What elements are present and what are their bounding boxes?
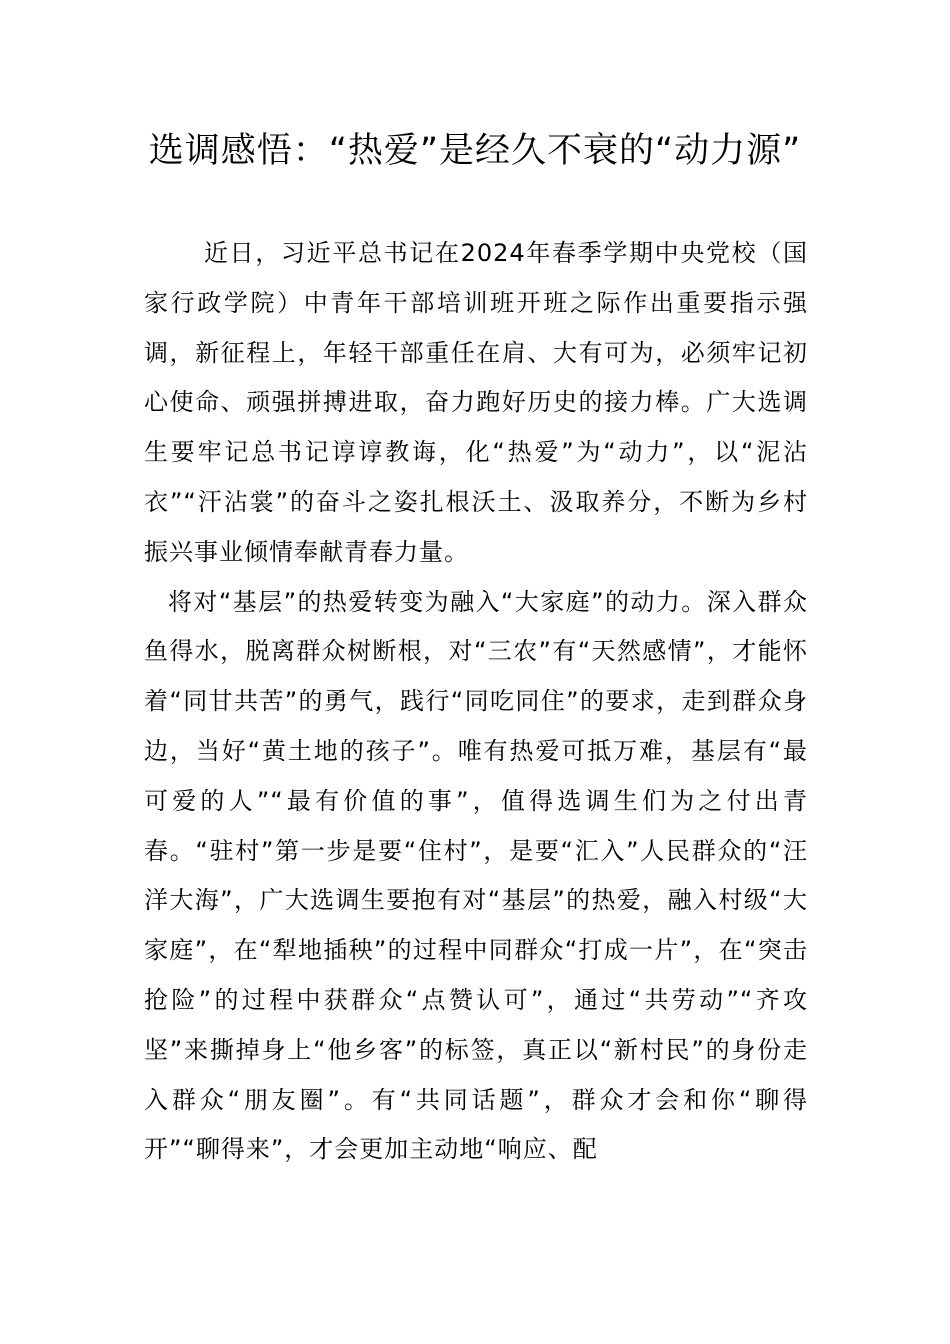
document-title: 选调感悟：“热爱”是经久不衰的“动力源” bbox=[148, 131, 802, 171]
document-body bbox=[144, 229, 808, 1175]
paragraph-grassroots: 将对“基层”的热爱转变为融入“大家庭”的动力。深入群众鱼得水，脱离群众树断根，对“三农”有“天然感情”，才能怀着“同甘共苦”的勇气，践行“同吃同住”的要求，走到群众身边，当好“黄土地的孩子”。唯有热爱可抵万难，基层有“最可爱的人”“最有价值的事”，值得选调生们为之付出青春。“驻村”第一步是要“住村”，是要“汇入”人民群众的“汪洋大海”，广大选调生要抱有对“基层”的热爱，融入村级“大家庭”，在“犁地插秧”的过程中同群众“打成一片”，在“突击抢险”的过程中获群众“点赞认可”，通过“共劳动”“齐攻坚”来撕掉身上“他乡客”的标签，真正以“新村民”的身份走入群众“朋友圈”。有“共同话题”，群众才会和你“聊得开”“聊得来”，才会更加主动地“响应、配 bbox=[144, 587, 808, 1164]
paragraph-intro: 近日，习近平总书记在2024年春季学期中央党校（国家行政学院）中青年干部培训班开班之际作出重要指示强调，新征程上，年轻干部重任在肩、大有可为，必须牢记初心使命、顽强拼搏进取，奋力跑好历史的接力棒。广大选调生要牢记总书记谆谆教诲，化“热爱”为“动力”，以“泥沾衣”“汗沾裳”的奋斗之姿扎根沃土、汲取养分，不断为乡村振兴事业倾情奉献青春力量。 bbox=[144, 239, 808, 566]
